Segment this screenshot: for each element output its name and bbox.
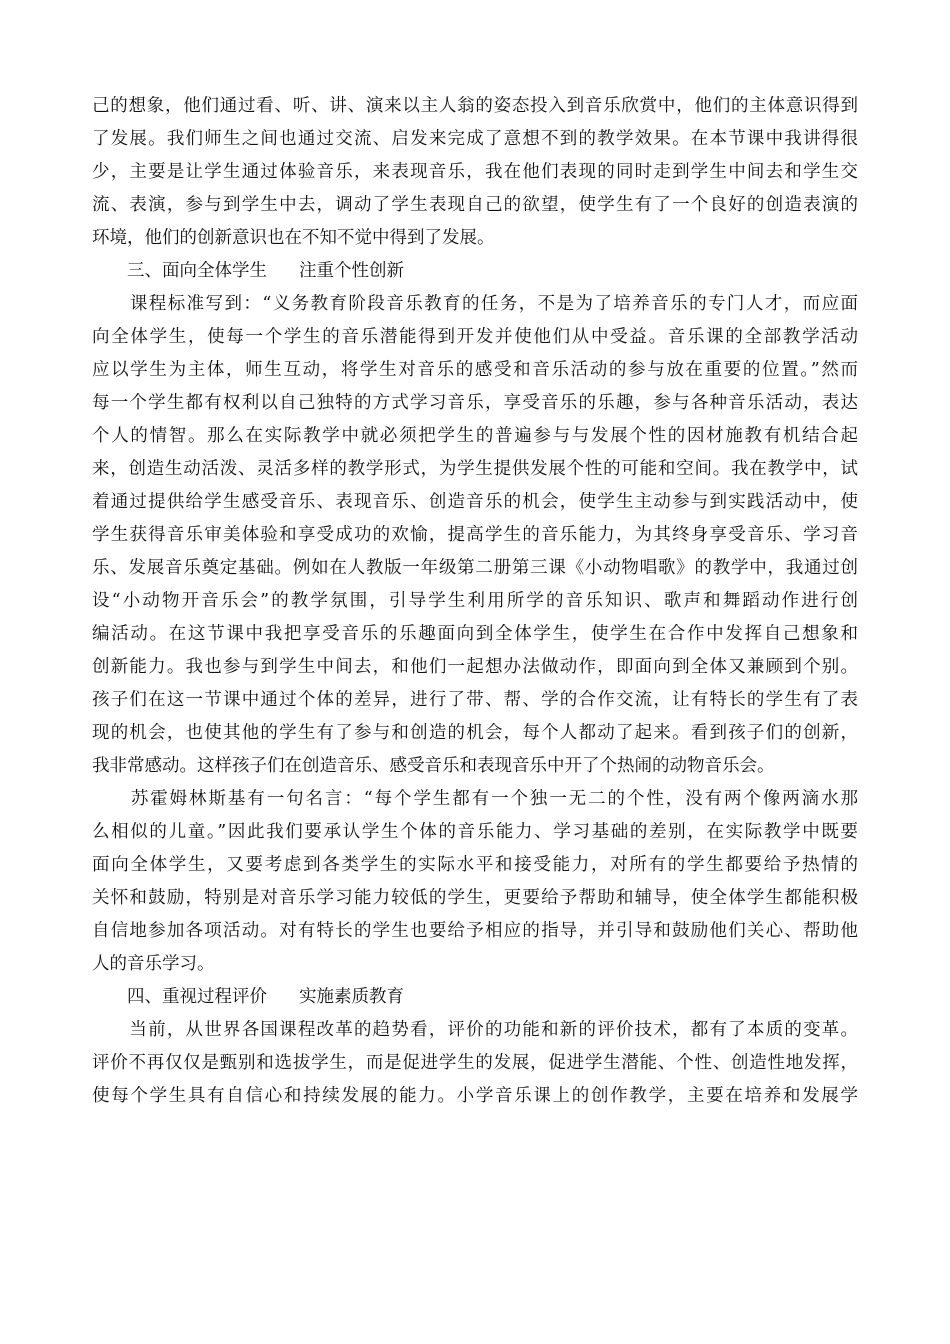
section-heading-4 [92, 981, 858, 1014]
text-line: 课程标准写到：“义务教育阶段音乐教育的任务，不是为了培养音乐的专门人才，而应面 [92, 294, 858, 314]
section-heading-title: 四、重视过程评价 [127, 987, 267, 1007]
text-line: 乐、发展音乐奠定基础。例如在人教版一年级第二册第三课《小动物唱歌》的教学中，我通过创 [92, 558, 858, 578]
text-line: 个人的情智。那么在实际教学中就必须把学生的普遍参与与发展个性的因材施教有机结合起 [92, 426, 858, 446]
text-line: 面向全体学生，又要考虑到各类学生的实际水平和接受能力，对所有的学生都要给予热情的 [92, 855, 858, 875]
text-line: 着通过提供给学生感受音乐、表现音乐、创造音乐的机会，使学生主动参与到实践活动中，使 [92, 492, 858, 512]
text-line: 了发展。我们师生之间也通过交流、启发来完成了意想不到的教学效果。在本节课中我讲得很 [92, 129, 858, 149]
text-line: 学生获得音乐审美体验和享受成功的欢愉，提高学生的音乐能力，为其终身享受音乐、学习音 [92, 525, 858, 545]
text-line: 自信地参加各项活动。对有特长的学生也要给予相应的指导，并引导和鼓励他们关心、帮助他 [92, 921, 858, 941]
text-line: 少，主要是让学生通过体验音乐，来表现音乐，我在他们表现的同时走到学生中间去和学生交 [92, 162, 858, 182]
section-heading-subtitle: 实施素质教育 [299, 987, 404, 1007]
text-line: 流、表演，参与到学生中去，调动了学生表现自己的欲望，使学生有了一个良好的创造表演的 [92, 195, 858, 215]
text-line: 关怀和鼓励，特别是对音乐学习能力较低的学生，更要给予帮助和辅导，使全体学生都能积极 [92, 888, 858, 908]
text-line: 使每个学生具有自信心和持续发展的能力。小学音乐课上的创作教学，主要在培养和发展学 [92, 1086, 858, 1106]
text-line: 创新能力。我也参与到学生中间去，和他们一起想办法做动作，即面向到全体又兼顾到个别。 [92, 657, 858, 677]
section-heading-subtitle: 注重个性创新 [299, 261, 404, 281]
text-line: 当前，从世界各国课程改革的趋势看，评价的功能和新的评价技术，都有了本质的变革。 [92, 1020, 858, 1040]
text-line: 设“小动物开音乐会”的教学氛围，引导学生利用所学的音乐知识、歌声和舞蹈动作进行创 [92, 591, 858, 611]
text-line: 应以学生为主体，师生互动，将学生对音乐的感受和音乐活动的参与放在重要的位置。”然而 [92, 360, 858, 380]
text-line: 孩子们在这一节课中通过个体的差异，进行了带、帮、学的合作交流，让有特长的学生有了表 [92, 690, 858, 710]
paragraph-continuation [92, 90, 858, 255]
paragraph-sukhomlinsky-quote [92, 783, 858, 981]
text-line: 己的想象，他们通过看、听、讲、演来以主人翁的姿态投入到音乐欣赏中，他们的主体意识得到 [92, 96, 858, 116]
section-heading-title: 三、面向全体学生 [127, 261, 267, 281]
text-line: 环境，他们的创新意识也在不知不觉中得到了发展。 [92, 228, 495, 248]
text-line: 来，创造生动活泼、灵活多样的教学形式，为学生提供发展个性的可能和空间。我在教学中，试 [92, 459, 858, 479]
text-line: 么相似的儿童。”因此我们要承认学生个体的音乐能力、学习基础的差别，在实际教学中既要 [92, 822, 858, 842]
section-heading-3 [92, 255, 858, 288]
text-line: 现的机会，也使其他的学生有了参与和创造的机会，每个人都动了起来。看到孩子们的创新， [92, 723, 858, 743]
text-line: 苏霍姆林斯基有一句名言：“每个学生都有一个独一无二的个性，没有两个像两滴水那 [92, 789, 858, 809]
text-line: 向全体学生，使每一个学生的音乐潜能得到开发并使他们从中受益。音乐课的全部教学活动 [92, 327, 858, 347]
text-line: 编活动。在这节课中我把享受音乐的乐趣面向到全体学生，使学生在合作中发挥自己想象和 [92, 624, 858, 644]
paragraph-evaluation [92, 1014, 858, 1113]
paragraph-curriculum-standard [92, 288, 858, 783]
text-line: 我非常感动。这样孩子们在创造音乐、感受音乐和表现音乐中开了个热闹的动物音乐会。 [92, 756, 775, 776]
text-line: 人的音乐学习。 [92, 954, 215, 974]
text-line: 评价不再仅仅是甄别和选拔学生，而是促进学生的发展，促进学生潜能、个性、创造性地发挥， [92, 1053, 858, 1073]
text-line: 每一个学生都有权利以自己独特的方式学习音乐，享受音乐的乐趣，参与各种音乐活动，表达 [92, 393, 858, 413]
document-page [92, 90, 858, 1113]
